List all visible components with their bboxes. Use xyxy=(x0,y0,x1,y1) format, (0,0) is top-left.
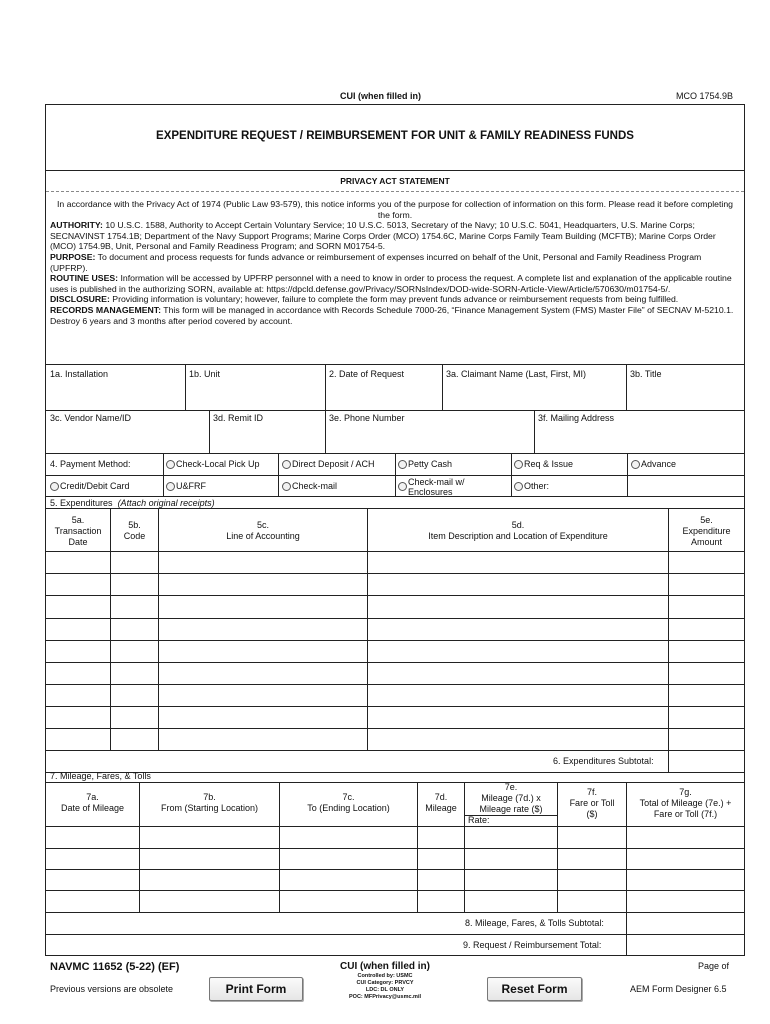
col-5a-header: 5a. Transaction Date xyxy=(54,515,102,547)
col-7d-header: 7d. Mileage xyxy=(425,792,457,813)
disclosure-text: Providing information is voluntary; however, failure to complete the form may prevent funds advance or reimbursement requests from being fulfilled. xyxy=(109,294,679,305)
installation-label: 1a. Installation xyxy=(50,369,109,379)
phone-label: 3e. Phone Number xyxy=(329,413,405,423)
col-7a-header: 7a. Date of Mileage xyxy=(60,792,125,813)
reset-form-button[interactable]: Reset Form xyxy=(487,977,582,1001)
date-of-request-input[interactable] xyxy=(326,380,442,410)
expenditures-subtotal-input[interactable] xyxy=(669,751,744,772)
privacy-intro: In accordance with the Privacy Act of 1974 (Public Law 93-579), this notice informs you of the purpose for collection of information on this form. Please read it before completing the form. xyxy=(56,199,734,220)
col-5b-header: 5b. Code xyxy=(123,520,146,541)
authority-text: 10 U.S.C. 1588, Authority to Accept Certain Voluntary Service; 10 U.S.C. 5013, Secretary of the Navy; 10 U.S.C. 5041, Headquarters, U.S. Marine Corps; SECNAVINST 1754.1B; Department of the Navy Support Programs; Marine Corps Order (MCO) 1754.6C, Marine Corps Family Team Building (MCFTB); Marine Corps Order (MCO) 1754.9B, Unit, Personal and Family Readiness Program; and SORN M01754-5. xyxy=(50,220,716,252)
purpose-label: PURPOSE: xyxy=(50,251,96,262)
radio-icon xyxy=(50,482,59,491)
payment-other-input[interactable] xyxy=(555,478,625,494)
payment-method-label: 4. Payment Method: xyxy=(50,459,131,469)
payment-check-mail[interactable]: Check-mail xyxy=(282,481,337,491)
radio-icon xyxy=(631,460,640,469)
payment-check-local[interactable]: Check-Local Pick Up xyxy=(166,459,260,469)
radio-icon xyxy=(514,482,523,491)
reimbursement-total-label: 9. Request / Reimbursement Total: xyxy=(463,940,602,950)
col-7g-header: 7g. Total of Mileage (7e.) + Fare or Toll (7f.) xyxy=(639,787,732,819)
mco-number: MCO 1754.9B xyxy=(676,91,734,101)
cui-controlled-by: Controlled by: USMC xyxy=(357,973,413,979)
date-of-request-label: 2. Date of Request xyxy=(329,369,405,379)
mileage-section-label: 7. Mileage, Fares, & Tolls xyxy=(50,771,151,781)
privacy-statement xyxy=(50,199,740,326)
claimant-name-input[interactable] xyxy=(443,380,626,410)
col-7e-header: 7e. Mileage (7d.) x Mileage rate ($) xyxy=(479,782,543,814)
obsolete-note: Previous versions are obsolete xyxy=(50,984,174,994)
mailing-address-input[interactable] xyxy=(535,424,744,453)
privacy-title: PRIVACY ACT STATEMENT xyxy=(340,176,450,186)
payment-other[interactable]: Other: xyxy=(514,481,549,491)
cui-poc: POC: MFPrivacy@usmc.mil xyxy=(349,994,421,1000)
phone-input[interactable] xyxy=(326,424,534,453)
expenditures-subtotal-label: 6. Expenditures Subtotal: xyxy=(553,756,654,766)
payment-advance[interactable]: Advance xyxy=(631,459,676,469)
expenditures-note: (Attach original receipts) xyxy=(117,498,215,508)
col-7c-header: 7c. To (Ending Location) xyxy=(307,792,390,813)
mailing-address-label: 3f. Mailing Address xyxy=(538,413,615,423)
radio-icon xyxy=(166,482,175,491)
col-5e-header: 5e. Expenditure Amount xyxy=(682,515,731,547)
form-number: NAVMC 11652 (5-22) (EF) xyxy=(50,961,180,973)
form-designer: AEM Form Designer 6.5 xyxy=(630,984,727,994)
unit-label: 1b. Unit xyxy=(189,369,221,379)
installation-input[interactable] xyxy=(46,380,186,410)
purpose-text: To document and process requests for funds advance or reimbursement of expenses incurred on behalf of the Unit, Personal and Family Readiness Program (UPFRP). xyxy=(50,251,702,273)
radio-icon xyxy=(166,460,175,469)
radio-icon xyxy=(514,460,523,469)
remit-id-label: 3d. Remit ID xyxy=(213,413,264,423)
records-management-label: RECORDS MANAGEMENT: xyxy=(50,304,162,315)
vendor-input[interactable] xyxy=(46,424,209,453)
routine-uses-text: Information will be accessed by UPFRP personnel with a need to know in order to process the request. A complete list and explanation of the applicable routine uses is published in the authorizing SORN, available at: https://dpcld.defense.gov/Privacy/SORNsIndex/DOD-wide-SORN-Article-View/Article/570630/m01754-5/. xyxy=(50,273,732,294)
cui-category: CUI Category: PRVCY xyxy=(356,980,414,986)
payment-req-issue[interactable]: Req & Issue xyxy=(514,459,573,469)
remit-id-input[interactable] xyxy=(210,424,325,453)
mileage-subtotal-input[interactable] xyxy=(627,913,744,934)
cui-ldc: LDC: DL ONLY xyxy=(365,987,405,993)
reimbursement-total-input[interactable] xyxy=(627,935,744,955)
mileage-rate-label: Rate: xyxy=(468,815,490,825)
unit-input[interactable] xyxy=(186,380,325,410)
routine-uses-label: ROUTINE USES: xyxy=(50,273,119,284)
payment-petty-cash[interactable]: Petty Cash xyxy=(398,459,452,469)
payment-ufrf[interactable]: U&FRF xyxy=(166,481,206,491)
radio-icon xyxy=(282,460,291,469)
cui-footer: CUI (when filled in) xyxy=(340,961,430,972)
page-number: Page of xyxy=(698,961,730,971)
title-input[interactable] xyxy=(627,380,744,410)
print-form-button[interactable]: Print Form xyxy=(209,977,303,1001)
records-management-text: This form will be managed in accordance with Records Schedule 7000-26, “Finance Management System (FMS) Master File” of SECNAV M-5210.1. Destroy 6 years and 3 months after period covered by account. xyxy=(50,304,734,326)
cui-header: CUI (when filled in) xyxy=(340,91,421,101)
mileage-rate-input[interactable] xyxy=(495,816,556,826)
col-7f-header: 7f. Fare or Toll ($) xyxy=(569,787,615,819)
radio-icon xyxy=(398,482,407,491)
payment-check-mail-enclosures[interactable]: Check-mail w/ Enclosures xyxy=(398,477,508,497)
expenditures-section-label: 5. Expenditures (Attach original receipts) xyxy=(50,498,215,508)
disclosure-label: DISCLOSURE: xyxy=(50,294,110,305)
payment-direct-deposit[interactable]: Direct Deposit / ACH xyxy=(282,459,375,469)
payment-credit-debit[interactable]: Credit/Debit Card xyxy=(50,481,130,491)
col-7b-header: 7b. From (Starting Location) xyxy=(160,792,259,813)
mileage-subtotal-label: 8. Mileage, Fares, & Tolls Subtotal: xyxy=(465,918,604,928)
title-label: 3b. Title xyxy=(630,369,662,379)
form-title: EXPENDITURE REQUEST / REIMBURSEMENT FOR UNIT & FAMILY READINESS FUNDS xyxy=(156,130,634,142)
claimant-name-label: 3a. Claimant Name (Last, First, MI) xyxy=(446,369,587,379)
radio-icon xyxy=(282,482,291,491)
authority-label: AUTHORITY: xyxy=(50,220,103,231)
col-5c-header: 5c. Line of Accounting xyxy=(226,520,300,541)
vendor-label: 3c. Vendor Name/ID xyxy=(50,413,132,423)
radio-icon xyxy=(398,460,407,469)
col-5d-header: 5d. Item Description and Location of Expenditure xyxy=(428,520,608,541)
